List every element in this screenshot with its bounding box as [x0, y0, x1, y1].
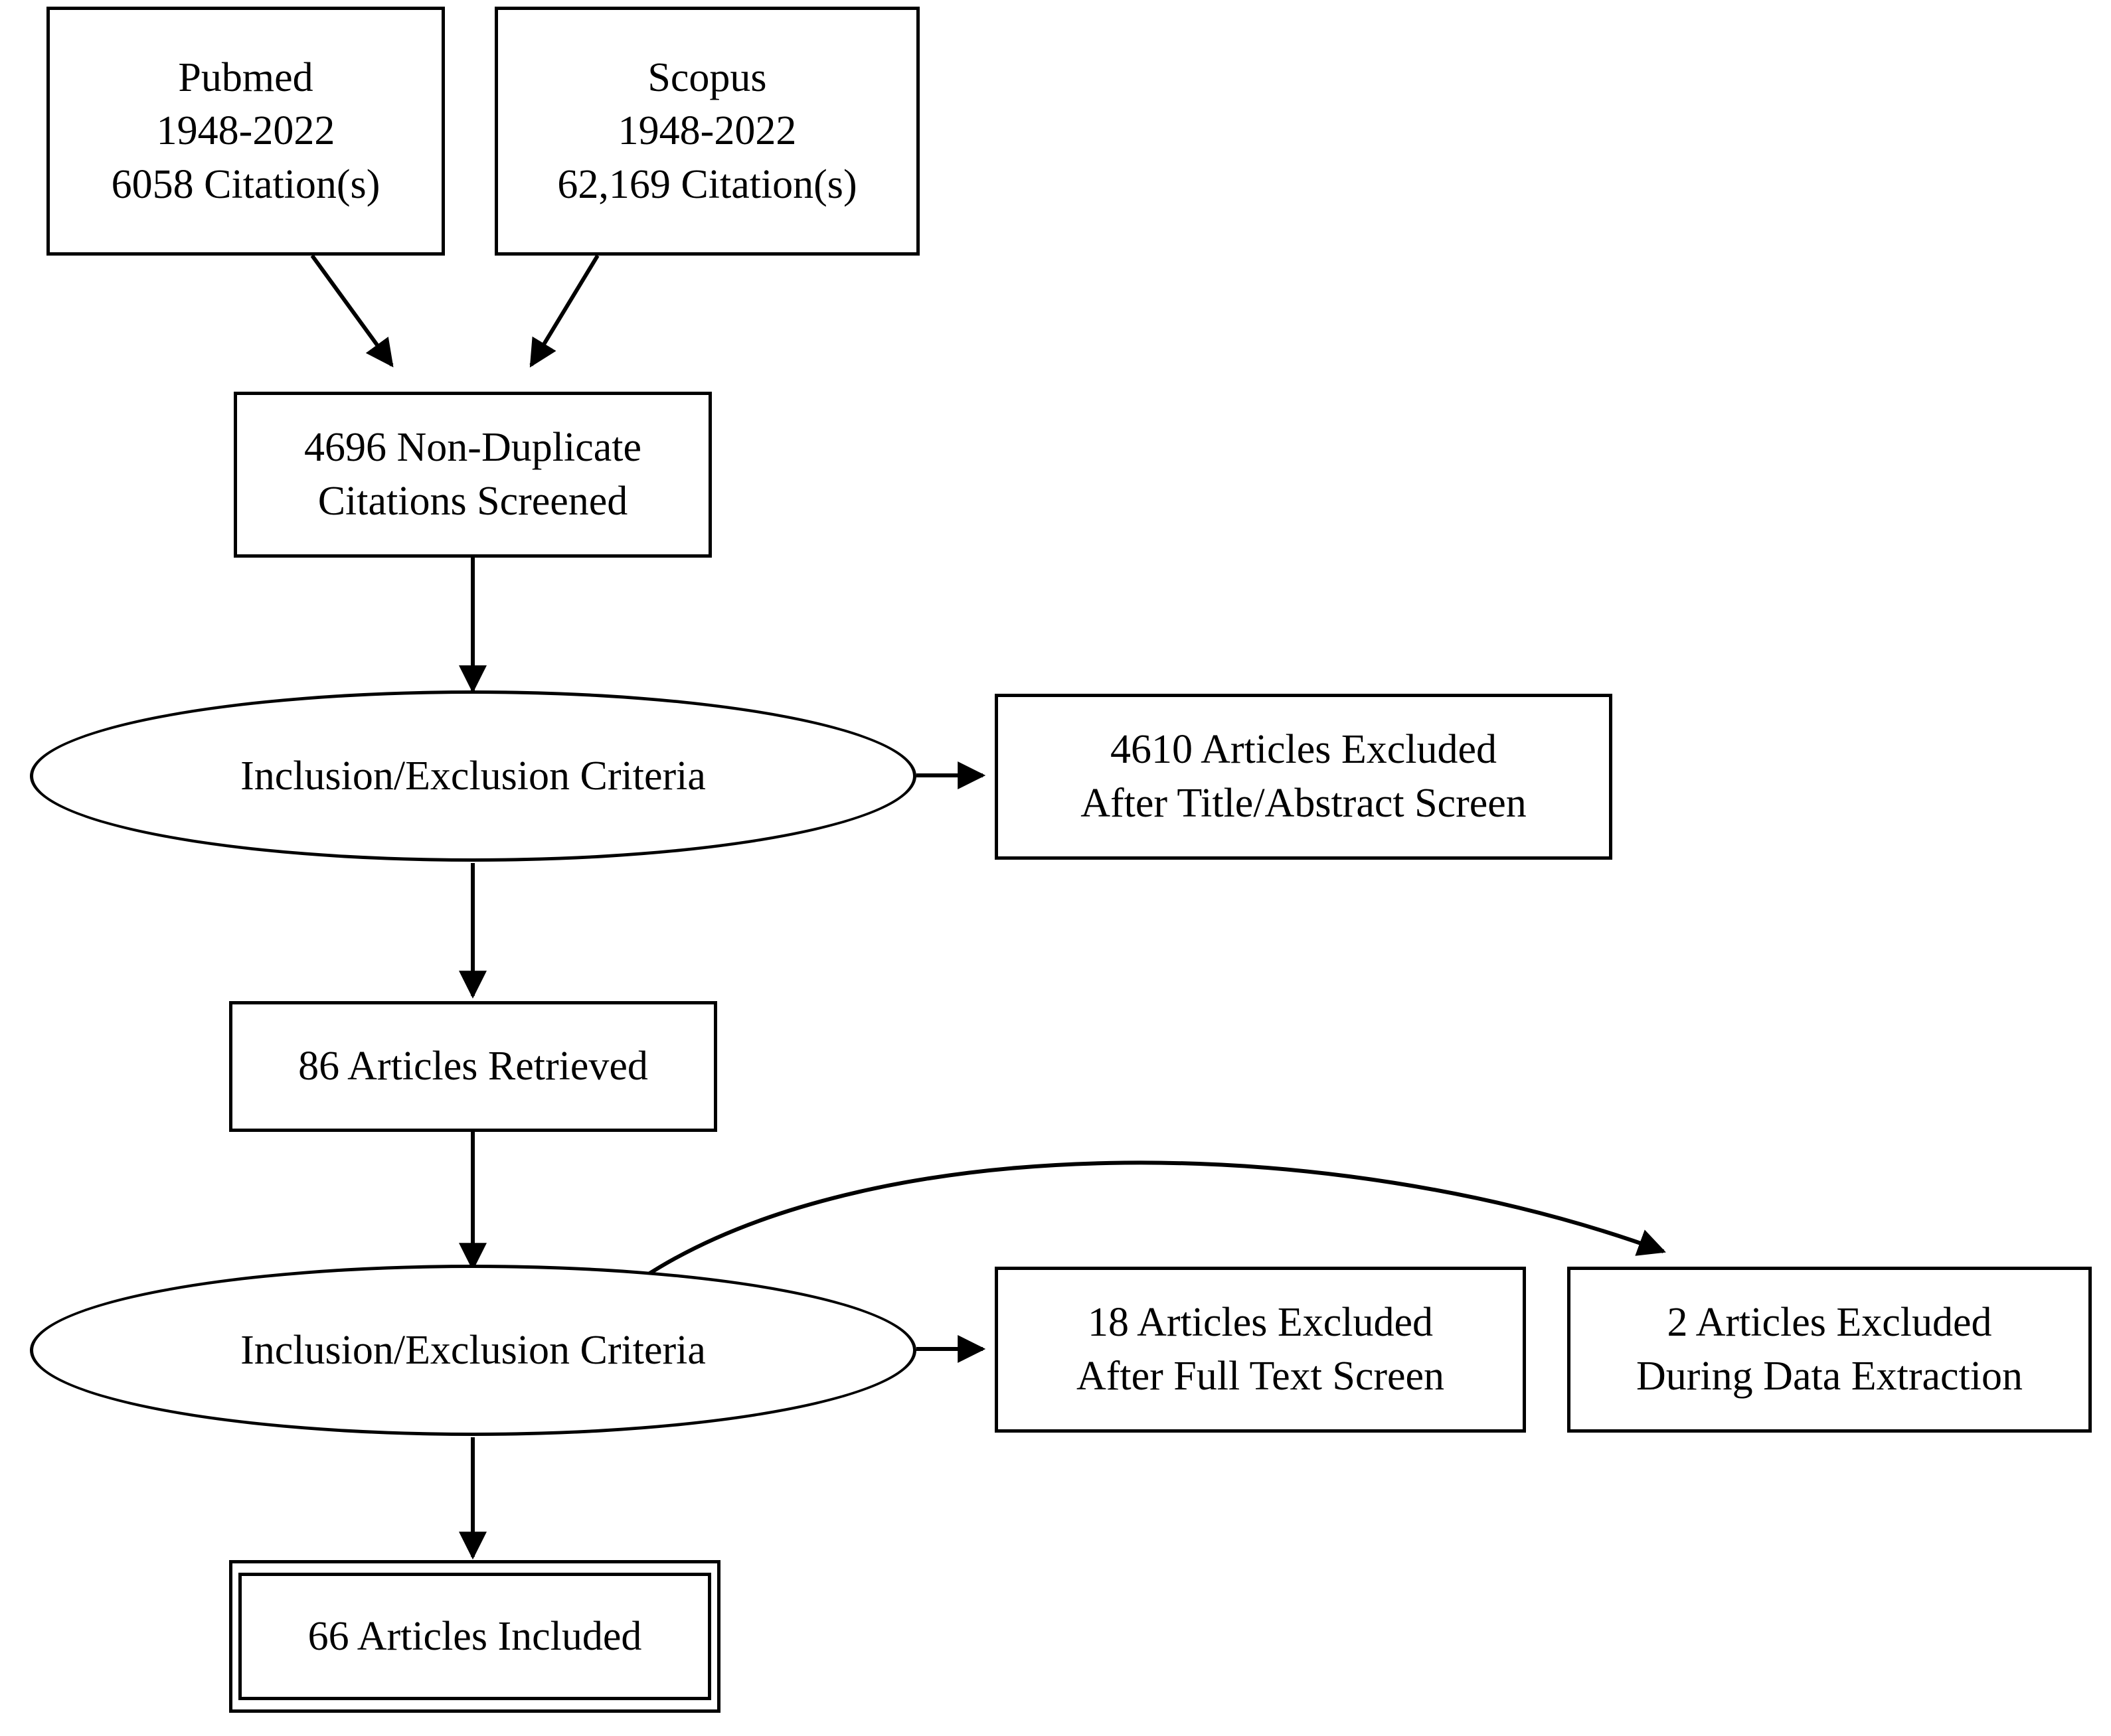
- node-excluded-title-line-2: After Title/Abstract Screen: [1080, 781, 1527, 826]
- node-nonduplicate-line-1: 4696 Non-Duplicate: [304, 425, 641, 471]
- node-excluded-full-text: [995, 1267, 1526, 1433]
- node-pubmed-line-3: 6058 Citation(s): [111, 161, 380, 207]
- node-criteria-1: [30, 690, 916, 862]
- node-scopus: [495, 7, 920, 256]
- node-excluded-data-extraction: [1567, 1267, 2092, 1433]
- node-pubmed: [46, 7, 445, 256]
- node-articles-included: [229, 1560, 720, 1713]
- edge-criteria2-to-excluded-extraction: [637, 1162, 1663, 1281]
- node-excluded-fulltext-line-2: After Full Text Screen: [1076, 1354, 1445, 1399]
- node-excluded-title-abstract: [995, 694, 1612, 860]
- node-articles-retrieved-label: 86 Articles Retrieved: [298, 1044, 648, 1089]
- node-criteria-2-label: Inclusion/Exclusion Criteria: [240, 1327, 706, 1373]
- node-scopus-line-2: 1948-2022: [618, 108, 797, 154]
- node-pubmed-line-2: 1948-2022: [156, 108, 335, 154]
- node-scopus-line-1: Scopus: [647, 54, 767, 100]
- node-nonduplicate-line-2: Citations Screened: [317, 479, 628, 524]
- node-articles-included-inner: [238, 1573, 711, 1700]
- node-excluded-extraction-line-2: During Data Extraction: [1636, 1354, 2023, 1399]
- node-criteria-2: [30, 1265, 916, 1436]
- node-pubmed-line-1: Pubmed: [178, 54, 313, 100]
- node-nonduplicate-citations: [234, 392, 712, 558]
- node-excluded-extraction-line-1: 2 Articles Excluded: [1667, 1300, 1992, 1346]
- node-criteria-1-label: Inclusion/Exclusion Criteria: [240, 753, 706, 799]
- node-excluded-title-line-1: 4610 Articles Excluded: [1110, 727, 1497, 773]
- node-articles-retrieved: [229, 1001, 717, 1132]
- node-excluded-fulltext-line-1: 18 Articles Excluded: [1088, 1300, 1433, 1346]
- node-articles-included-label: 66 Articles Included: [307, 1613, 642, 1659]
- node-scopus-line-3: 62,169 Citation(s): [557, 161, 857, 207]
- edge-scopus-to-nonduplicate: [531, 256, 598, 365]
- edge-pubmed-to-nonduplicate: [312, 256, 392, 365]
